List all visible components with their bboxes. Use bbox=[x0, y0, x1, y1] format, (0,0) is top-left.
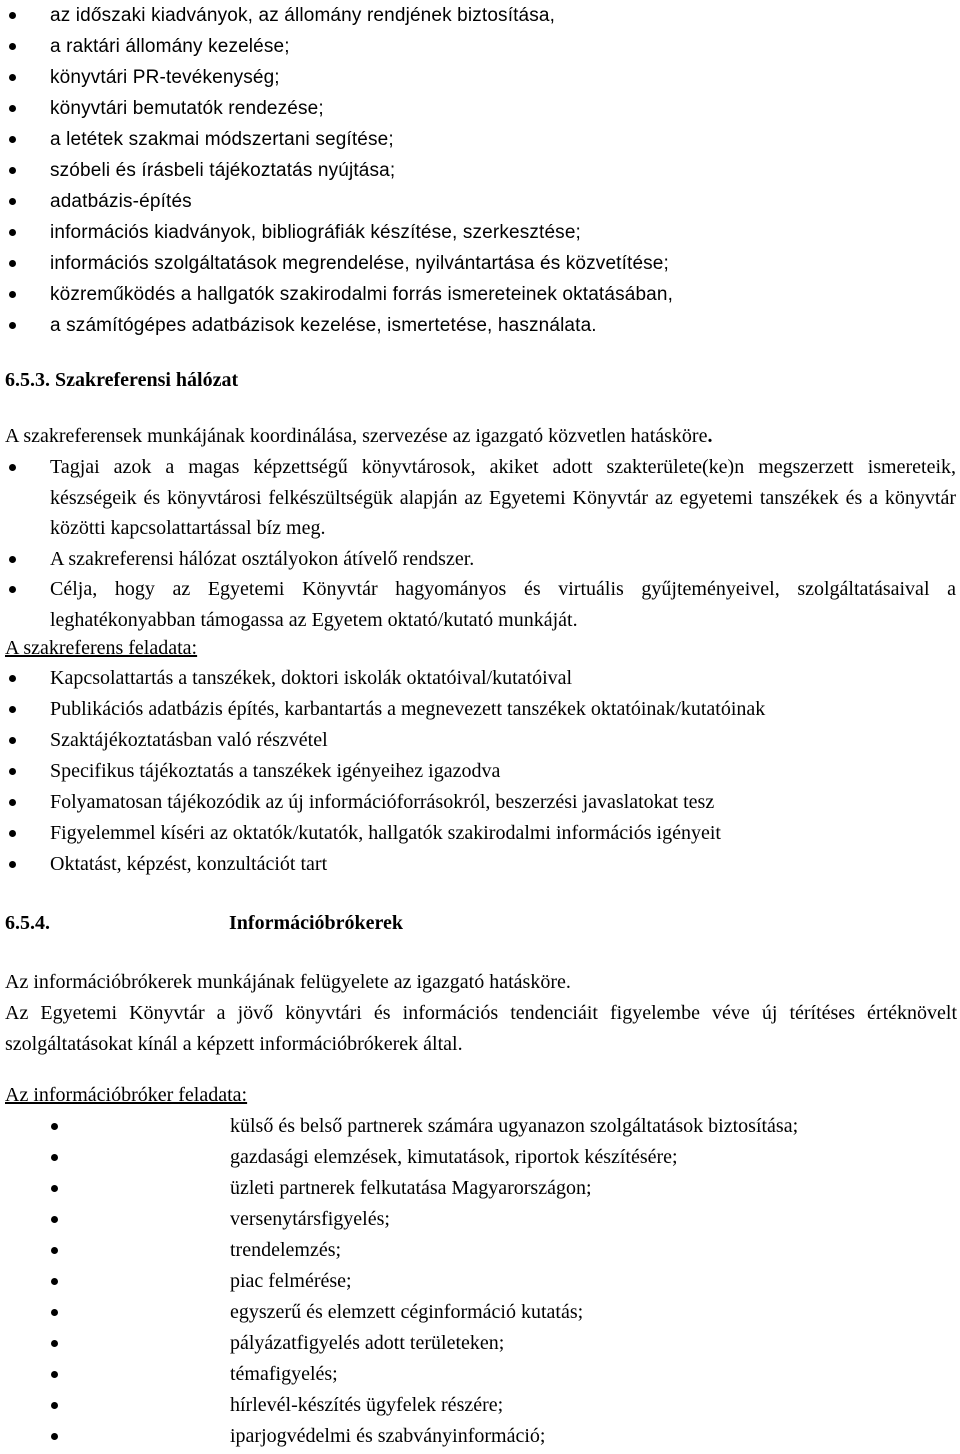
list-item: az időszaki kiadványok, az állomány rendjének biztosítása, bbox=[50, 0, 950, 31]
broker-tasks-list bbox=[230, 1111, 950, 1452]
szakreferens-tasks-heading: A szakreferens feladata: bbox=[5, 637, 198, 659]
list-item: a raktári állomány kezelése; bbox=[50, 31, 950, 62]
list-item: külső és belső partnerek számára ugyanazon szolgáltatások biztosítása; bbox=[230, 1111, 950, 1142]
coordination-text: A szakreferensek munkájának koordinálása, szervezése az igazgató közvetlen hatásköre bbox=[5, 425, 708, 447]
broker-tasks-heading: Az információbróker feladata: bbox=[5, 1084, 248, 1106]
list-item: a letétek szakmai módszertani segítése; bbox=[50, 124, 950, 155]
section-heading-653: 6.5.3. Szakreferensi hálózat bbox=[5, 369, 239, 391]
list-item: információs szolgáltatások megrendelése, nyilvántartása és közvetítése; bbox=[50, 248, 950, 279]
list-item: pályázatfigyelés adott területeken; bbox=[230, 1328, 950, 1359]
list-item: hírlevél-készítés ügyfelek részére; bbox=[230, 1390, 950, 1421]
coordination-paragraph bbox=[5, 421, 955, 452]
list-item: információs kiadványok, bibliográfiák készítése, szerkesztése; bbox=[50, 217, 950, 248]
list-item: Szaktájékoztatásban való részvétel bbox=[50, 725, 956, 756]
list-item: üzleti partnerek felkutatása Magyarországon; bbox=[230, 1173, 950, 1204]
list-item: a számítógépes adatbázisok kezelése, ismertetése, használata. bbox=[50, 310, 950, 341]
section-heading-654 bbox=[5, 908, 403, 939]
list-item: Kapcsolattartás a tanszékek, doktori iskolák oktatóival/kutatóival bbox=[50, 663, 956, 694]
section-title: Információbrókerek bbox=[229, 912, 404, 934]
broker-supervision-paragraph: Az információbrókerek munkájának felügyelete az igazgató hatásköre. bbox=[5, 971, 571, 993]
list-item: könyvtári bemutatók rendezése; bbox=[50, 93, 950, 124]
coordination-period: . bbox=[707, 425, 713, 447]
list-item: Figyelemmel kíséri az oktatók/kutatók, hallgatók szakirodalmi információs igényeit bbox=[50, 818, 956, 849]
list-item: Folyamatosan tájékozódik az új információforrásokról, beszerzési javaslatokat tesz bbox=[50, 787, 956, 818]
list-item: gazdasági elemzések, kimutatások, riportok készítésére; bbox=[230, 1142, 950, 1173]
list-item: adatbázis-építés bbox=[50, 186, 950, 217]
list-item: trendelemzés; bbox=[230, 1235, 950, 1266]
szakreferens-network-list bbox=[50, 452, 956, 635]
list-item: iparjogvédelmi és szabványinformáció; bbox=[230, 1421, 950, 1452]
list-item: közreműködés a hallgatók szakirodalmi forrás ismereteinek oktatásában, bbox=[50, 279, 950, 310]
list-item: Publikációs adatbázis építés, karbantartás a megnevezett tanszékek oktatóinak/kutatóinak bbox=[50, 694, 956, 725]
broker-services-paragraph: Az Egyetemi Könyvtár a jövő könyvtári és információs tendenciáit figyelembe véve új térítéses értéknövelt szolgáltatásokat kínál a képzett információbrókerek által. bbox=[5, 1002, 957, 1055]
szakreferens-tasks-list bbox=[50, 663, 956, 880]
list-item: Célja, hogy az Egyetemi Könyvtár hagyományos és virtuális gyűjteményeivel, szolgáltatásaival a leghatékonyabban támogassa az Egyetem oktató/kutató munkáját. bbox=[50, 574, 956, 635]
section-number: 6.5.4. bbox=[5, 912, 50, 934]
list-item: versenytársfigyelés; bbox=[230, 1204, 950, 1235]
task-list-top bbox=[50, 0, 950, 341]
list-item: egyszerű és elemzett céginformáció kutatás; bbox=[230, 1297, 950, 1328]
list-item: Tagjai azok a magas képzettségű könyvtárosok, akiket adott szakterülete(ke)n megszerzett ismereteik, készségeik és könyvtárosi felkészültségük alapján az Egyetemi Könyvtár az egyetemi tanszékek és a könyvtár közötti kapcsolattartással bíz meg. bbox=[50, 452, 956, 544]
list-item: Specifikus tájékoztatás a tanszékek igényeihez igazodva bbox=[50, 756, 956, 787]
list-item: A szakreferensi hálózat osztályokon átívelő rendszer. bbox=[50, 544, 956, 575]
list-item: témafigyelés; bbox=[230, 1359, 950, 1390]
list-item: szóbeli és írásbeli tájékoztatás nyújtása; bbox=[50, 155, 950, 186]
list-item: piac felmérése; bbox=[230, 1266, 950, 1297]
list-item: Oktatást, képzést, konzultációt tart bbox=[50, 849, 956, 880]
list-item: könyvtári PR-tevékenység; bbox=[50, 62, 950, 93]
